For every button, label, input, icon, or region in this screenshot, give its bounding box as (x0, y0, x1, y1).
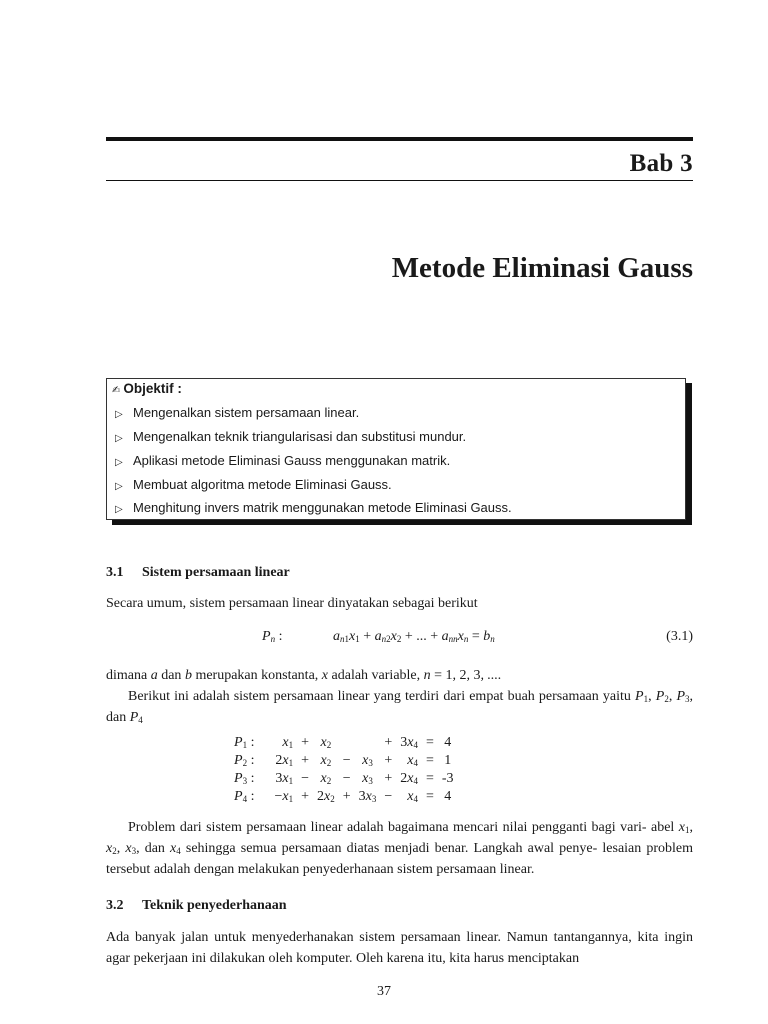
paragraph-text: lesaian problem tersebut adalah dengan melakukan penyederhanaan sistem persamaan linear. (106, 841, 694, 877)
paragraph-text: dimana (106, 668, 151, 683)
objectives-heading (112, 381, 182, 396)
system-rhs: 4 (444, 735, 452, 750)
chapter-rule-thick (106, 137, 693, 141)
system-rhs: -3 (441, 771, 454, 786)
chapter-label: Bab 3 (629, 150, 693, 177)
paragraph-text: sehingga semua persamaan diatas menjadi benar. Langkah awal penye- (180, 841, 598, 856)
system-row: $P_1$ : $x_1$ + $x_2$ + $3x_4$ = 4 (230, 734, 458, 752)
chapter-rule-thin (106, 180, 693, 181)
paragraph-text: dan (144, 841, 165, 856)
triangle-bullet-icon: ▷ (115, 481, 123, 492)
section-title: Sistem persamaan linear (142, 565, 290, 580)
section-number: 3.1 (106, 565, 124, 580)
paragraph-text: Berikut ini adalah sistem persamaan linear yang terdiri dari empat buah persamaan yaitu (128, 689, 631, 704)
paragraph-text: dan (157, 668, 185, 683)
objective-item (115, 405, 359, 420)
paragraph-system-intro: Berikut ini adalah sistem persamaan linear yang terdiri dari empat buah persamaan yaitu $P_1$, $P_2$, $P_3$, dan $P_4$ (106, 689, 694, 725)
system-row: $P_2$ : $2x_1$ + $x_2$ − $x_3$ + $x_4$ = 1 (230, 752, 458, 770)
section-number: 3.2 (106, 898, 124, 913)
system-row: $P_4$ : $-x_1$ + $2x_2$ + $3x_3$ − $x_4$ = 4 (230, 788, 458, 806)
objectives-heading-text: Objektif : (123, 381, 182, 396)
objective-text: Mengenalkan sistem persamaan linear. (133, 405, 360, 420)
section-intro: Secara umum, sistem persamaan linear dinyatakan sebagai berikut (106, 596, 478, 611)
page-number: 37 (377, 984, 391, 999)
objective-item (115, 477, 392, 492)
triangle-bullet-icon: ▷ (115, 433, 123, 444)
objective-item (115, 429, 466, 444)
paragraph-text: abel (651, 820, 679, 835)
triangle-bullet-icon: ▷ (115, 504, 123, 515)
system-rhs: 4 (444, 789, 452, 804)
paragraph-text: adalah variable, (328, 668, 424, 683)
triangle-bullet-icon: ▷ (115, 409, 123, 420)
paragraph-problem: Problem dari sistem persamaan linear adalah bagaimana mencari nilai pengganti bagi vari- abel $x_1$, $x_2$, $x_3$, dan $x_4$ sehingga semua persamaan diatas menjadi benar. Langkah awal penye- lesaian problem tersebut adalah dengan melakukan penyederhanaan sistem persamaan linear. (106, 820, 694, 877)
paragraph-definitions: dimana a dan b merupakan konstanta, x adalah variable, n = 1, 2, 3, .... (106, 668, 502, 683)
equation-number: (3.1) (666, 629, 693, 644)
objective-item (115, 453, 450, 468)
objective-text: Mengenalkan teknik triangularisasi dan substitusi mundur. (133, 429, 467, 444)
triangle-bullet-icon: ▷ (115, 457, 123, 468)
system-rhs: 1 (444, 753, 452, 768)
objective-text: Membuat algoritma metode Eliminasi Gauss. (133, 477, 392, 492)
paragraph-text: Ada banyak jalan untuk menyederhanakan sistem persamaan linear. Namun tantangannya, (106, 930, 632, 945)
paragraph-text: dan (106, 710, 127, 725)
paragraph-simplification (106, 927, 693, 969)
equation-lhs: $P_n$ : (262, 629, 283, 644)
objective-text: Menghitung invers matrik menggunakan metode Eliminasi Gauss. (133, 500, 512, 515)
section-heading-3-2 (106, 898, 287, 914)
equation-rhs: $a_{n1}x_1 + a_{n2}x_2$ + ... + $a_{nn}x_n = b_n$ (333, 629, 495, 644)
objective-text: Aplikasi metode Eliminasi Gauss menggunakan matrik. (133, 453, 451, 468)
linear-system (230, 734, 458, 806)
section-title: Teknik penyederhanaan (142, 898, 287, 913)
section-heading-3-1 (106, 565, 290, 581)
objective-item (115, 500, 512, 515)
pencil-icon: ✍ (112, 385, 121, 396)
objectives-box (106, 378, 686, 520)
paragraph-text: Problem dari sistem persamaan linear adalah bagaimana mencari nilai pengganti bagi vari- (128, 820, 647, 835)
paragraph-text: kita ingin agar pekerjaan ini dilakukan oleh komputer. Oleh karena itu, kita harus menciptakan (106, 930, 694, 966)
chapter-title: Metode Eliminasi Gauss (391, 252, 693, 284)
system-row: $P_3$ : $3x_1$ − $x_2$ − $x_3$ + $2x_4$ = -3 (230, 770, 458, 788)
paragraph-text: merupakan konstanta, (191, 668, 322, 683)
